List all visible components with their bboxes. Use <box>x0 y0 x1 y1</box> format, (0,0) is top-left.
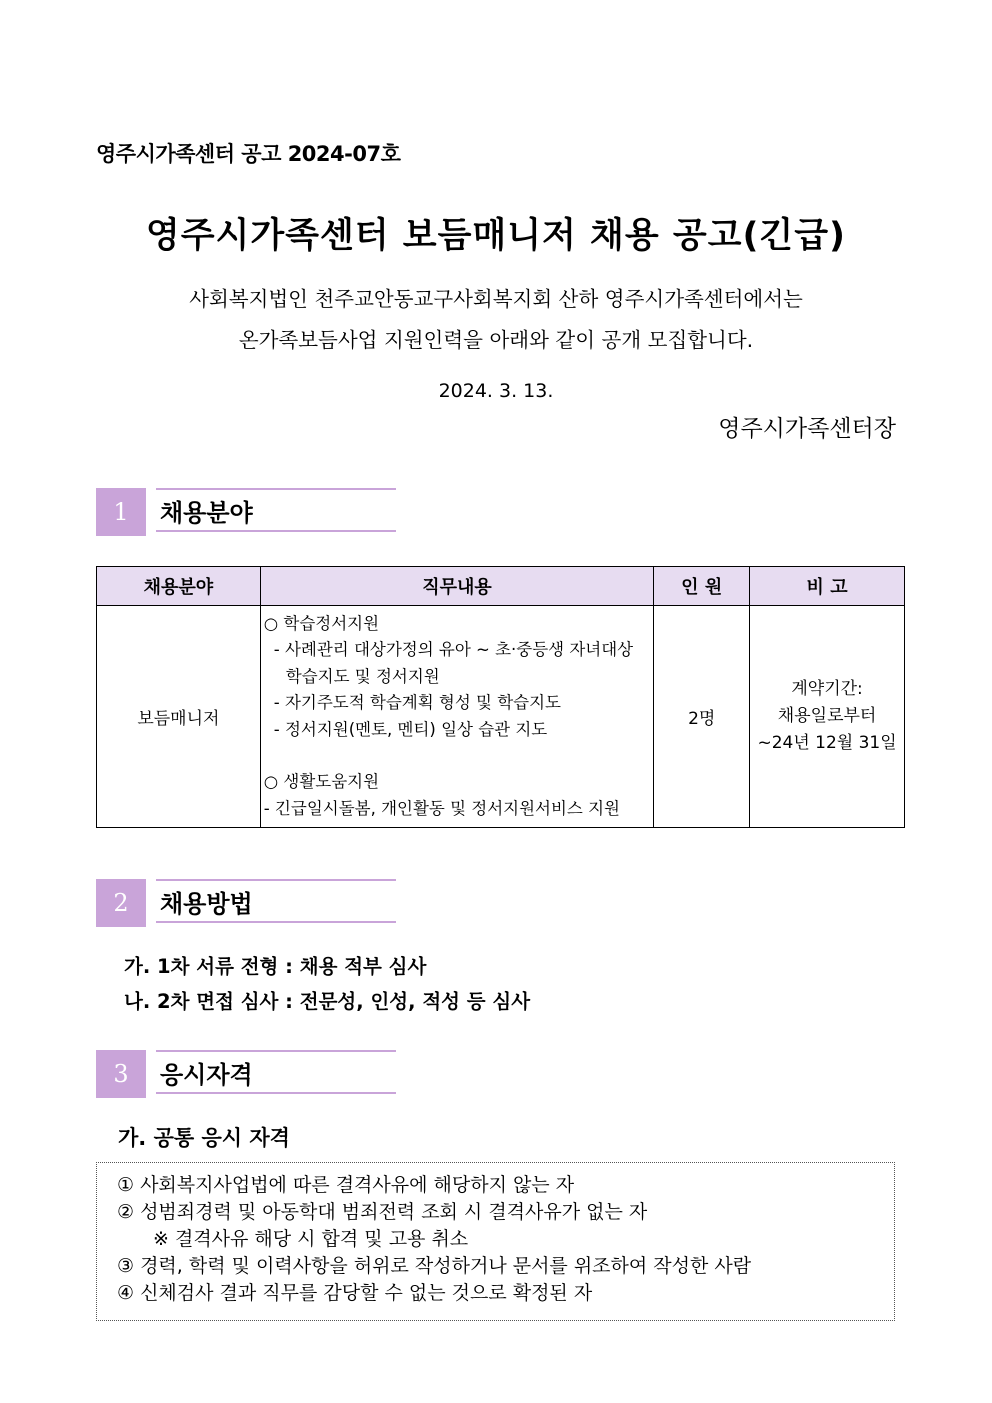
remarks-line: 계약기간: <box>791 679 863 699</box>
section-number-badge: 1 <box>96 488 146 536</box>
column-header: 인 원 <box>654 567 750 606</box>
qualification-item: ③ 경력, 학력 및 이력사항을 허위로 작성하거나 문서를 위조하여 작성한 사람 <box>117 1255 752 1277</box>
column-header: 직무내용 <box>260 567 653 606</box>
qualification-note: ※ 결격사유 해당 시 합격 및 고용 취소 <box>153 1228 469 1250</box>
column-header: 비 고 <box>750 567 905 606</box>
duty-item: - 사례관리 대상가정의 유아 ~ 초·중등생 자녀대상 <box>273 640 634 660</box>
method-item: 나. 2차 면접 심사 : 전문성, 인성, 적성 등 심사 <box>124 990 531 1013</box>
section-number-badge: 3 <box>96 1050 146 1098</box>
table-header-row <box>97 567 905 606</box>
duty-item: - 정서지원(멘토, 멘티) 일상 습관 지도 <box>273 719 548 739</box>
column-header: 채용분야 <box>97 567 261 606</box>
qualification-item: ④ 신체검사 결과 직무를 감당할 수 없는 것으로 확정된 자 <box>117 1282 593 1304</box>
section-2-heading <box>96 879 396 929</box>
notice-date: 2024. 3. 13. <box>438 380 554 402</box>
section-label: 채용방법 <box>156 879 396 923</box>
duty-item: - 긴급일시돌봄, 개인활동 및 정서지원서비스 지원 <box>263 798 620 818</box>
section-label: 채용분야 <box>156 488 396 532</box>
notice-number: 영주시가족센터 공고 2024-07호 <box>96 142 401 166</box>
remarks-line: ~24년 12월 31일 <box>757 733 897 753</box>
headcount-cell: 2명 <box>654 606 750 828</box>
table-row <box>97 606 905 828</box>
method-item: 가. 1차 서류 전형 : 채용 적부 심사 <box>124 955 427 978</box>
duty-group-title: ○ 학습정서지원 <box>263 613 380 633</box>
remarks-line: 채용일로부터 <box>777 706 877 726</box>
intro-line-2: 온가족보듬사업 지원인력을 아래와 같이 공개 모집합니다. <box>238 328 754 352</box>
remarks-cell <box>750 606 905 828</box>
page-title: 영주시가족센터 보듬매니저 채용 공고(긴급) <box>145 216 847 256</box>
section-number-badge: 2 <box>96 879 146 927</box>
qualification-item: ① 사회복지사업법에 따른 결격사유에 해당하지 않는 자 <box>117 1174 575 1196</box>
section-label: 응시자격 <box>156 1050 396 1094</box>
qualification-box <box>96 1162 895 1321</box>
job-field-cell: 보듬매니저 <box>97 606 261 828</box>
section-3-heading <box>96 1050 396 1100</box>
qualification-subheading: 가. 공통 응시 자격 <box>118 1126 290 1150</box>
section-1-heading <box>96 488 396 538</box>
duty-item: - 자기주도적 학습계획 형성 및 학습지도 <box>273 693 561 713</box>
signer: 영주시가족센터장 <box>718 416 896 442</box>
job-duty-cell <box>260 606 653 828</box>
duty-item-continued: 학습지도 및 정서지원 <box>285 666 440 686</box>
intro-line-1: 사회복지법인 천주교안동교구사회복지회 산하 영주시가족센터에서는 <box>189 287 803 311</box>
qualification-item: ② 성범죄경력 및 아동학대 범죄전력 조회 시 결격사유가 없는 자 <box>117 1201 648 1223</box>
duty-group-title: ○ 생활도움지원 <box>263 772 380 792</box>
jobs-table <box>96 566 905 828</box>
